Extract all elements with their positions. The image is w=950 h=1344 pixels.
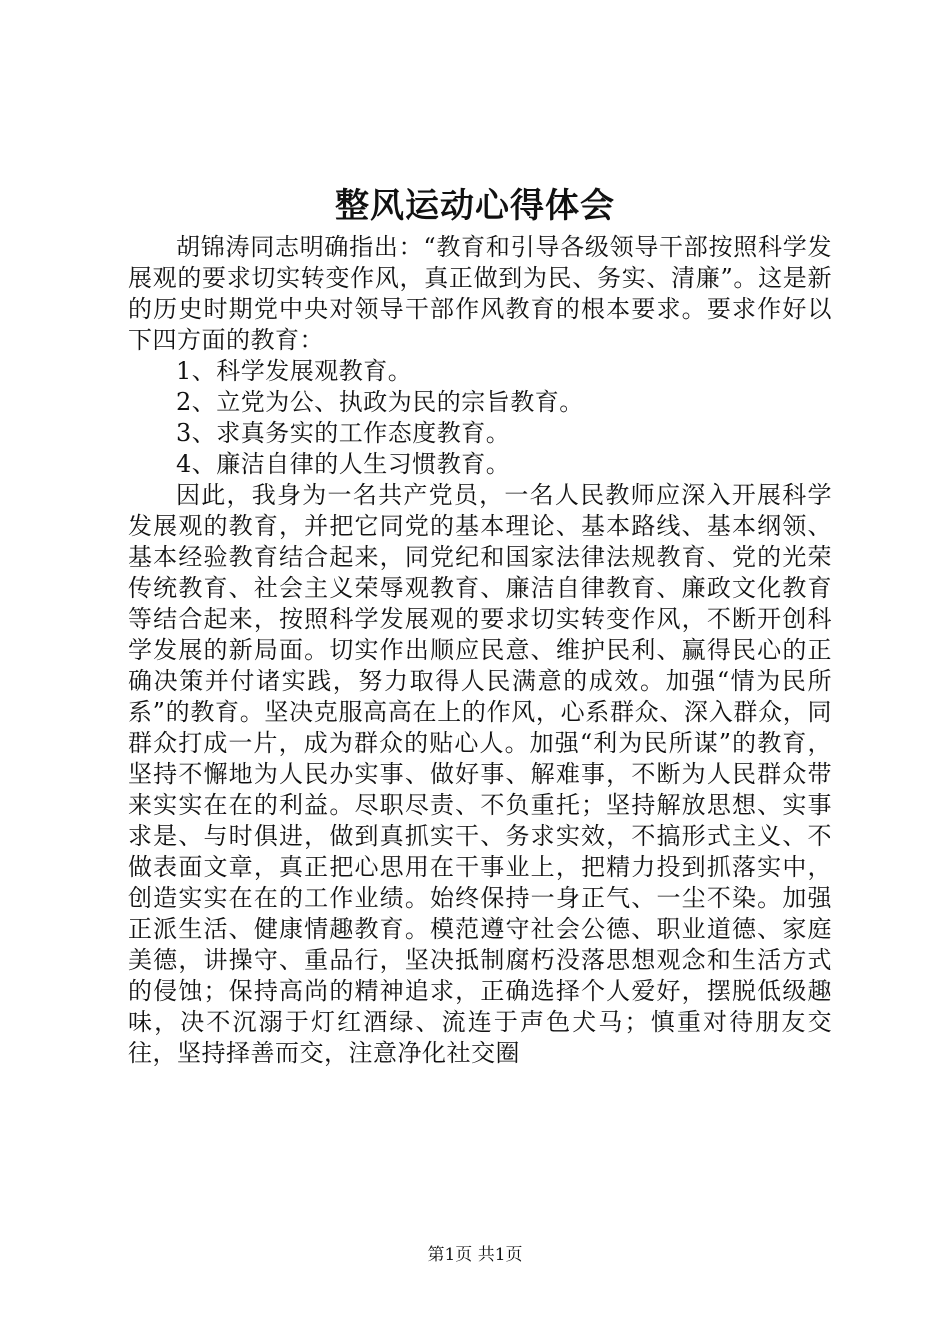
document-body (128, 232, 832, 1069)
page-number-footer: 第1页 共1页 (427, 1245, 523, 1265)
list-item: 1、科学发展观教育。 (176, 357, 413, 385)
list-item: 3、求真务实的工作态度教育。 (176, 419, 511, 447)
document-title: 整风运动心得体会 (335, 186, 615, 226)
conclusion-paragraph: 因此，我身为一名共产党员，一名人民教师应深入开展科学发展观的教育，并把它同党的基本理论、基本路线、基本纲领、基本经验教育结合起来，同党纪和国家法律法规教育、党的光荣传统教育、社会主义荣辱观教育、廉洁自律教育、廉政文化教育等结合起来，按照科学发展观的要求切实转变作风，不断开创科学发展的新局面。切实作出顺应民意、维护民利、赢得民心的正确决策并付诸实践，努力取得人民满意的成效。加强“情为民所系”的教育。坚决克服高高在上的作风，心系群众、深入群众，同群众打成一片，成为群众的贴心人。加强“利为民所谋”的教育，坚持不懈地为人民办实事、做好事、解难事，不断为人民群众带来实实在在的利益。尽职尽责、不负重托；坚持解放思想、实事求是、与时俱进，做到真抓实干、务求实效，不搞形式主义、不做表面文章，真正把心思用在干事业上，把精力投到抓落实中，创造实实在在的工作业绩。始终保持一身正气、一尘不染。加强正派生活、健康情趣教育。模范遵守社会公德、职业道德、家庭美德，讲操守、重品行，坚决抵制腐朽没落思想观念和生活方式的侵蚀；保持高尚的精神追求，正确选择个人爱好，摆脱低级趣味，决不沉溺于灯红酒绿、流连于声色犬马；慎重对待朋友交往，坚持择善而交，注意净化社交圈 (128, 481, 832, 1067)
list-item: 2、立党为公、执政为民的宗旨教育。 (176, 388, 584, 416)
intro-paragraph: 胡锦涛同志明确指出：“教育和引导各级领导干部按照科学发展观的要求切实转变作风，真正做到为民、务实、清廉”。这是新的历史时期党中央对领导干部作风教育的根本要求。要求作好以下四方面的教育： (128, 233, 832, 354)
list-item: 4、廉洁自律的人生习惯教育。 (176, 450, 511, 478)
